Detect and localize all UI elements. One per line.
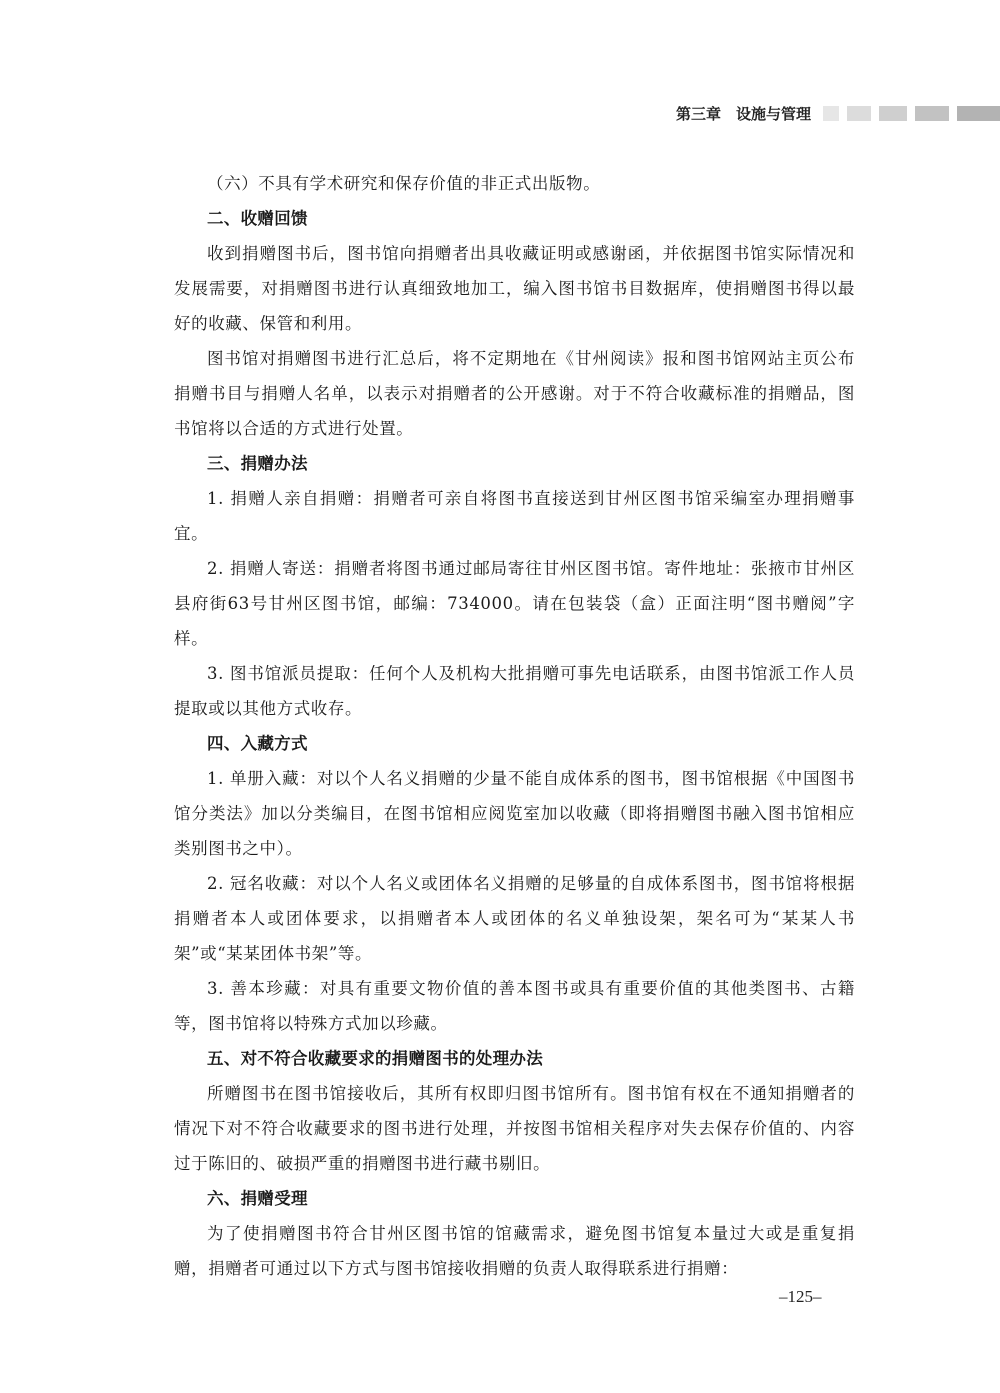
- paragraph: 2. 捐赠人寄送：捐赠者将图书通过邮局寄往甘州区图书馆。寄件地址：张掖市甘州区县府街63号甘州区图书馆，邮编：734000。请在包装袋（盒）正面注明“图书赠阅”字样。: [174, 559, 855, 648]
- paragraph: 3. 图书馆派员提取：任何个人及机构大批捐赠可事先电话联系，由图书馆派工作人员提取或以其他方式收存。: [174, 664, 855, 718]
- section-heading: 三、捐赠办法: [207, 454, 308, 473]
- page-body: [174, 166, 855, 1286]
- header-block: [847, 106, 871, 121]
- header-block: [823, 106, 839, 121]
- paragraph: （六）不具有学术研究和保存价值的非正式出版物。: [207, 174, 601, 193]
- paragraph: 1. 捐赠人亲自捐赠：捐赠者可亲自将图书直接送到甘州区图书馆采编室办理捐赠事宜。: [174, 489, 855, 543]
- paragraph: 3. 善本珍藏：对具有重要文物价值的善本图书或具有重要价值的其他类图书、古籍等，图书馆将以特殊方式加以珍藏。: [174, 979, 855, 1033]
- paragraph: 图书馆对捐赠图书进行汇总后，将不定期地在《甘州阅读》报和图书馆网站主页公布捐赠书目与捐赠人名单，以表示对捐赠者的公开感谢。对于不符合收藏标准的捐赠品，图书馆将以合适的方式进行处置。: [174, 349, 855, 438]
- section-heading: 二、收赠回馈: [207, 209, 308, 228]
- paragraph: 收到捐赠图书后，图书馆向捐赠者出具收藏证明或感谢函，并依据图书馆实际情况和发展需要，对捐赠图书进行认真细致地加工，编入图书馆书目数据库，使捐赠图书得以最好的收藏、保管和利用。: [174, 244, 855, 333]
- paragraph: 为了使捐赠图书符合甘州区图书馆的馆藏需求，避免图书馆复本量过大或是重复捐赠，捐赠者可通过以下方式与图书馆接收捐赠的负责人取得联系进行捐赠：: [174, 1224, 855, 1278]
- paragraph: 1. 单册入藏：对以个人名义捐赠的少量不能自成体系的图书，图书馆根据《中国图书馆分类法》加以分类编目，在图书馆相应阅览室加以收藏（即将捐赠图书融入图书馆相应类别图书之中）。: [174, 769, 855, 858]
- header-block: [879, 106, 907, 121]
- header-block: [915, 106, 949, 121]
- section-heading: 六、捐赠受理: [207, 1189, 308, 1208]
- section-heading: 四、入藏方式: [207, 734, 308, 753]
- paragraph: 2. 冠名收藏：对以个人名义或团体名义捐赠的足够量的自成体系图书，图书馆将根据捐赠者本人或团体要求，以捐赠者本人或团体的名义单独设架，架名可为“某某人书架”或“某某团体书架”等。: [174, 874, 855, 963]
- header-block: [957, 106, 1000, 121]
- header-decoration: [823, 106, 1000, 121]
- paragraph: 所赠图书在图书馆接收后，其所有权即归图书馆所有。图书馆有权在不通知捐赠者的情况下对不符合收藏要求的图书进行处理，并按图书馆相关程序对失去保存价值的、内容过于陈旧的、破损严重的捐赠图书进行藏书剔旧。: [174, 1084, 855, 1173]
- section-heading: 五、对不符合收藏要求的捐赠图书的处理办法: [207, 1049, 543, 1068]
- chapter-title: 第三章 设施与管理: [676, 104, 812, 123]
- running-header: [676, 102, 1000, 124]
- page-number: –125–: [779, 1287, 822, 1306]
